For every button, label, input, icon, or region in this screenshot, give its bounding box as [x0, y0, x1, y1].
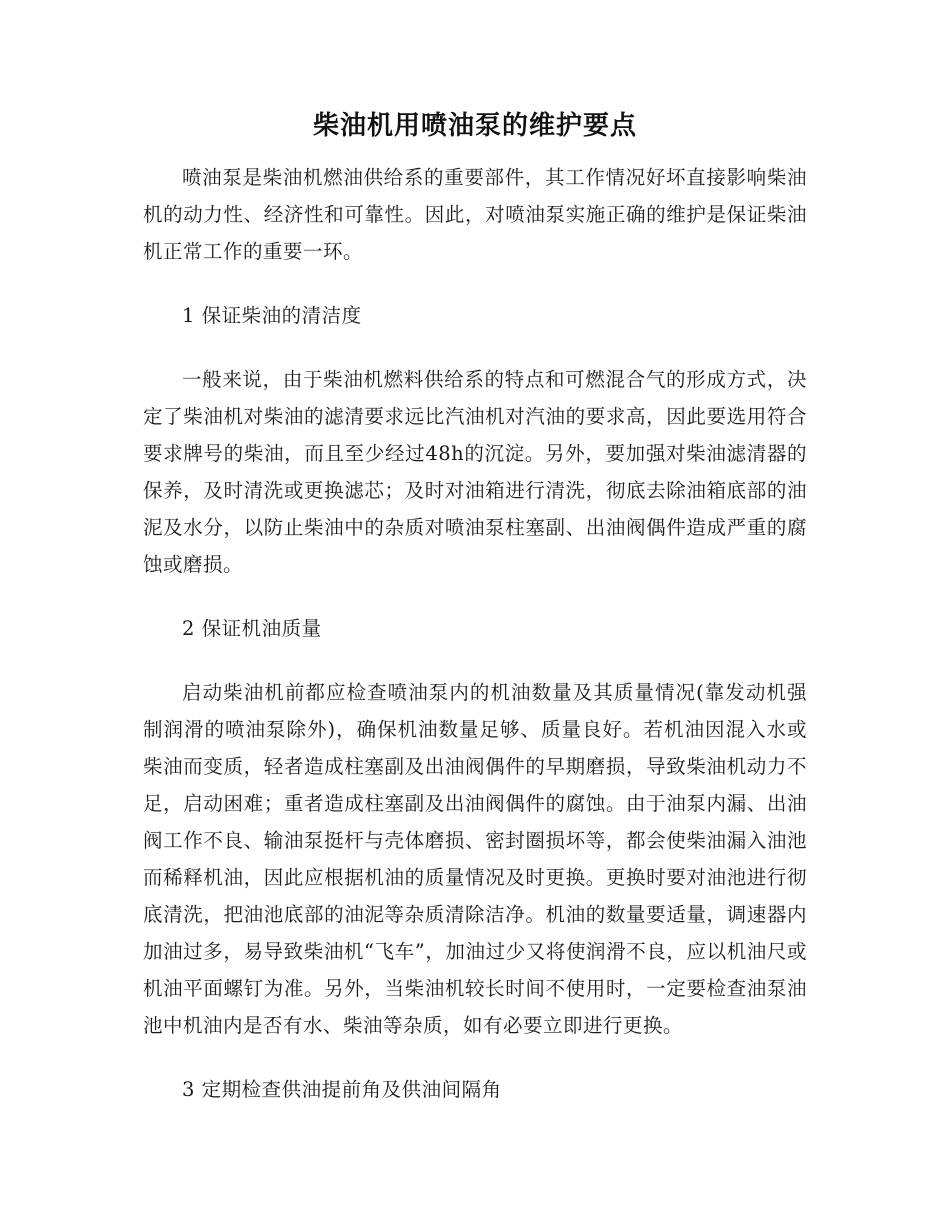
- section-heading-2: 2 保证机油质量: [182, 617, 322, 640]
- section-heading-1: 1 保证柴油的清洁度: [182, 304, 362, 327]
- intro-paragraph: 喷油泵是柴油机燃油供给系的重要部件，其工作情况好坏直接影响柴油机的动力性、经济性和可靠性。因此，对喷油泵实施正确的维护是保证柴油机正常工作的重要一环。: [143, 166, 807, 263]
- document-title: 柴油机用喷油泵的维护要点: [312, 111, 637, 141]
- document-body: [143, 108, 807, 1108]
- paragraph-spacer: [143, 1044, 807, 1071]
- section-body-1: 一般来说，由于柴油机燃料供给系的特点和可燃混合气的形成方式，决定了柴油机对柴油的滤清要求远比汽油机对汽油的要求高，因此要选用符合要求牌号的柴油，而且至少经过48h的沉淀。另外，要加强对柴油滤清器的保养，及时清洗或更换滤芯；及时对油箱进行清洗，彻底去除油箱底部的油泥及水分，以防止柴油中的杂质对喷油泵柱塞副、出油阀偶件造成严重的腐蚀或磨损。: [143, 368, 807, 576]
- paragraph-spacer: [143, 270, 807, 297]
- section-heading-3: 3 定期检查供油提前角及供油间隔角: [182, 1078, 502, 1101]
- paragraph-spacer: [143, 647, 807, 674]
- paragraph-spacer: [143, 583, 807, 610]
- paragraph-spacer: [143, 334, 807, 361]
- section-body-2: 启动柴油机前都应检查喷油泵内的机油数量及其质量情况(靠发动机强制润滑的喷油泵除外)，确保机油数量足够、质量良好。若机油因混入水或柴油而变质，轻者造成柱塞副及出油阀偶件的早期磨损，导致柴油机动力不足，启动困难；重者造成柱塞副及出油阀偶件的腐蚀。由于油泵内漏、出油阀工作不良、输油泵挺杆与壳体磨损、密封圈损坏等，都会使柴油漏入油池而稀释机油，因此应根据机油的质量情况及时更换。更换时要对油池进行彻底清洗，把油池底部的油泥等杂质清除洁净。机油的数量要适量，调速器内加油过多，易导致柴油机“飞车”，加油过少又将使润滑不良，应以机油尺或机油平面螺钉为准。另外，当柴油机较长时间不使用时，一定要检查油泵油池中机油内是否有水、柴油等杂质，如有必要立即进行更换。: [143, 681, 807, 1037]
